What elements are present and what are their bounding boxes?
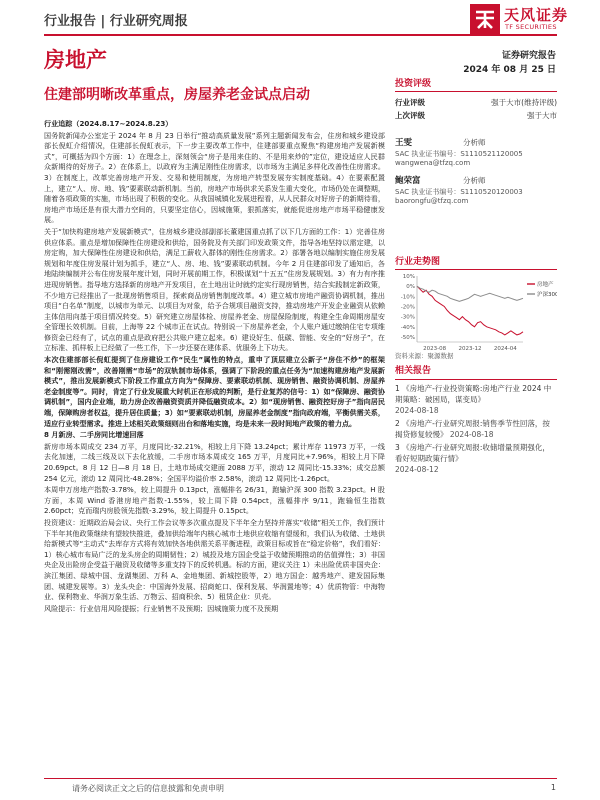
- page-header: [0, 0, 600, 40]
- rating-row: [395, 96, 557, 109]
- analyst-cert: SAC 执业证书编号：S1110520120003: [395, 188, 523, 196]
- related-index: 3: [395, 443, 400, 452]
- tracking-title: 行业追踪（2024.8.17~2024.8.23）: [44, 119, 173, 128]
- logo: [470, 4, 594, 36]
- series-line: [417, 286, 523, 301]
- legend-label: 房地产: [537, 282, 554, 288]
- footer-disclaimer: 请务必阅读正文之后的信息披露和免责申明: [72, 784, 224, 793]
- industry-trend-chart: [395, 254, 557, 364]
- paragraph: 投资建议：近期政治局会议、央行工作会议等多次重点提及下半年全力坚持并落实“收储”相关工作，我们预计下半年其他政策继续有望较快推进，叠加供给端年内核心城市土地供应收缩有望缓和，我们认为收储、土地供给新模式等“主动式”去库存方式将有效加快各地供需关系平衡进程，政策目标或旨在“稳定价格”，我们看好：1）核心城市布局广泛的龙头房企的周期韧性；2）城投及地方国企受益于收储预期推动的估值弹性；3）非国央企及出险房企受益于融资及收储等多重支持下的反转机遇。标的方面，建议关注 1）未出险优质非国央企：滨江集团、绿城中国、龙湖集团、万科 A、金地集团、新城控股等，2）地方国企：越秀地产、建发国际集团、城建发展等。3）龙头央企：中国海外发展、招商蛇口、保利发展、华润置地等；4）优质物管：中海物业、保利物业、华润万象生活、万物云、招商积余、5）租赁企业：贝壳。: [44, 517, 386, 602]
- chart-title: 行业走势图: [395, 254, 557, 270]
- related-index: 2: [395, 419, 400, 428]
- analyst-cert: SAC 执业证书编号：S1110521120005: [395, 150, 523, 158]
- y-tick-label: 10%: [402, 274, 415, 280]
- logo-text: 天风证券: [504, 6, 569, 24]
- rating-row: [395, 109, 557, 122]
- analyst-role: 分析师: [463, 176, 486, 185]
- paragraph: 国务院新闻办公室定于 2024 年 8 月 23 日举行“推动高质量发展”系列主题新闻发布会，住房和城乡建设部部长倪虹介绍情况，住建部长倪虹表示，下一步主要改革工作中，住建部要重点聚焦“构建房地产发展新模式”，可概括为四个方面：1）在理念上，深刻领会“房子是用来住的、不是用来炒的”定位，建设适应人民群众新期待的好房子。2）在体系上，以政府为主满足刚性住房需求，以市场为主满足多样化改善性住房需求。3）在制度上，改革完善房地产开发、交易和使用制度，为房地产转型发展夯实制度基础。4）在要素配置上，建立“人、房、地、钱”要素联动新机制。当前，房地产市场供求关系发生重大变化，市场仍处在调整期，随着各项政策的实施，市场出现了积极的变化。从我国城镇化发展进程看，从人民群众对好房子的新期待看，房地产市场还是有很大潜力空间的，只要坚定信心，因城施策，狠抓落实，就能促进房地产市场平稳健康发展。: [44, 130, 385, 225]
- logo-subtext: TF SECURITIES: [505, 23, 557, 31]
- related-report-item[interactable]: [395, 418, 557, 440]
- analyst-name: 王雯: [395, 138, 413, 148]
- report-type: 行业报告 | 行业研究周报: [44, 14, 188, 29]
- report-date: 2024 年 08 月 25 日: [463, 65, 556, 75]
- analyst-email[interactable]: baorongfu@tfzq.com: [395, 197, 469, 205]
- y-tick-label: -20%: [400, 304, 415, 311]
- logo-icon: [470, 4, 500, 34]
- section-subtitle: 8 月新房、二手房同比增速回落: [44, 430, 144, 440]
- related-link[interactable]: 《房地产-行业研究周报:收储增量预期强化，看好短期政策行情》: [395, 443, 550, 463]
- related-date: 2024-08-18: [449, 430, 494, 439]
- related-index: 1: [395, 384, 400, 393]
- report-kind: 证券研究报告: [501, 51, 556, 61]
- rating-key: 行业评级: [395, 98, 425, 107]
- related-reports: [395, 366, 557, 477]
- paragraph: 新房市场本周成交 234 万平，月度同比-32.21%，相较上月下降 13.24pct；累计库存 11973 万平，一线去化加速，二线三线及以下去化放缓，二手房市场本周成交 165 万平，月度同比+7.96%，相较上月下降 20.69pct。8 月 12 日—8 月 18 日，土地市场成交建面 2088 万平，滚动 12 周同比-15.33%；成交总额 254 亿元，滚动 12 周同比-48.28%；全国平均溢价率 2.58%，滚动 12 周同比-1.26pct。: [44, 441, 385, 483]
- footer-divider: [44, 778, 557, 779]
- related-date: 2024-08-18: [395, 406, 439, 415]
- header-divider: [44, 34, 557, 36]
- analyst-name: 鲍荣富: [395, 176, 421, 186]
- rating-title: 投资评级: [395, 76, 557, 92]
- page-number: 1: [550, 783, 556, 792]
- related-report-item[interactable]: [395, 383, 557, 416]
- paragraph: 关于“加快构建房地产发展新模式”，住房城乡建设部副部长董建国重点抓了以下几方面的工作：1）完善住房供应体系。重点是增加保障性住房建设和供给，国务院及有关部门印发政策文件，指导各地坚持以需定建，以房定购，加大保障性住房建设和供给，满足工薪收入群体的刚性住房需求。2）部署各地以编制实施住房发展规划和年度住房发展计划为抓手，建立“人、房、地、钱”要素联动机制。今年 2 月住建部印发了通知后，各地陆续编制并公布住房发展年度计划，同时开展前期工作，积极谋划“十五五”住房发展规划。3）有力有序推进现房销售。指导地方选择新的房地产开发项目，在土地出让时就约定实行现房销售，结合实践制定新政策，不少地方已经推出了一批现房销售项目，探索商品房销售制度改革。4）建立城市房地产融资协调机制，推出项目“白名单”制度，以城市为单元、以项目为对象，给予合规项目融资支持，推动房地产开发企业融资从依赖主体信用向基于项目情况转变。5）研究建立房屋体检、房屋养老金、房屋保险制度，构建全生命周期房屋安全管理长效机制。目前，上海等 22 个城市正在试点。特别说一下房屋养老金，个人账户通过缴纳住宅专项维修资金已经有了，试点的重点是政府把公共账户建立起来。6）建设好生、低碳、智能、安全的“好房子”，在立标准、抓样板上已经做了一些工作，下一步还要在建体系、优服务上下功夫。: [44, 226, 385, 353]
- main-content: [44, 119, 385, 615]
- related-link[interactable]: 《房地产-行业研究周报:销售季节性回落，按揭贷修复较慢》: [395, 419, 550, 439]
- risk-note: 风险提示：行业信用风险提振；行业销售不及预期；因城施策力度不及预期: [44, 603, 279, 613]
- analyst-role: 分析师: [463, 138, 486, 147]
- rating-value: 强于大市: [527, 111, 557, 120]
- analyst-card: [395, 174, 557, 205]
- related-date: 2024-08-12: [395, 465, 439, 474]
- y-tick-label: -10%: [400, 294, 415, 301]
- paragraph: 本周申万房地产指数-3.78%，较上周提升 0.13pct，涨幅排名 26/31，跑输沪深 300 指数 3.23pct。H 股方面，本周 Wind 香港房地产指数-1.55%，较上周下降 0.54pct，涨幅排序 9/11，跑输恒生指数 2.60pct；克而瑞内房股领先指数-3.29%，较上周提升 0.15pct。: [44, 485, 385, 516]
- sector-title: 房地产: [44, 48, 107, 72]
- legend-label: 沪深300: [537, 292, 557, 298]
- chart-source: 资料来源：聚源数据: [395, 352, 454, 360]
- y-tick-label: -40%: [400, 324, 415, 331]
- x-tick-label: 2024-04: [493, 346, 517, 352]
- series-line: [417, 286, 523, 335]
- y-tick-label: 0%: [406, 284, 415, 291]
- x-tick-label: 2023-08: [423, 346, 447, 352]
- related-title: 相关报告: [395, 366, 557, 380]
- analyst-email[interactable]: wangwena@tfzq.com: [395, 159, 471, 167]
- related-link[interactable]: 《房地产-行业投资策略:房地产行业 2024 中期策略：破困局，谋变局》: [395, 384, 552, 404]
- paragraph: 本次住建部部长倪虹提到了住房建设工作“民生”属性的特点，重申了顶层建立公新子“房住不炒”的框架和“刚需刚改需”，改善刚需“市场”的双轨制市场体系，强调了下阶段的重点任务为“加速构建房地产发展新模式”，推出发展新模式下阶段工作重点方向为“保障房、要素联动机制、现房销售、融资协调机制、房屋养老金制度等”。同时，肯定了行业发展重大时机正在形成的判断，是行业复苏的信号：1）如“保障房、融资协调机制”，国内企业端，助力房企改善融资资质并降低融资成本。2）如“现房销售、融资控好房子”指向居民端，保障购房者权益，提升居住质量；3）如“要素联动机制，房屋养老金制度”指向政府端，平衡供需关系，适应行业转型需求。推进上述相关政策细则出台和落地实施，均是未来一段时间地产政策的着力点。: [44, 355, 385, 428]
- related-report-item[interactable]: [395, 442, 557, 475]
- analyst-card: [395, 136, 557, 167]
- sidebar: [395, 76, 557, 205]
- x-tick-label: 2023-12: [458, 346, 482, 352]
- y-tick-label: -50%: [400, 334, 415, 341]
- y-tick-label: -30%: [400, 314, 415, 321]
- rating-key: 上次评级: [395, 111, 425, 120]
- trend-chart-svg: [395, 272, 557, 354]
- report-headline: 住建部明晰改革重点，房屋养老金试点启动: [44, 87, 310, 103]
- rating-value: 强于大市(维持评级): [491, 98, 557, 107]
